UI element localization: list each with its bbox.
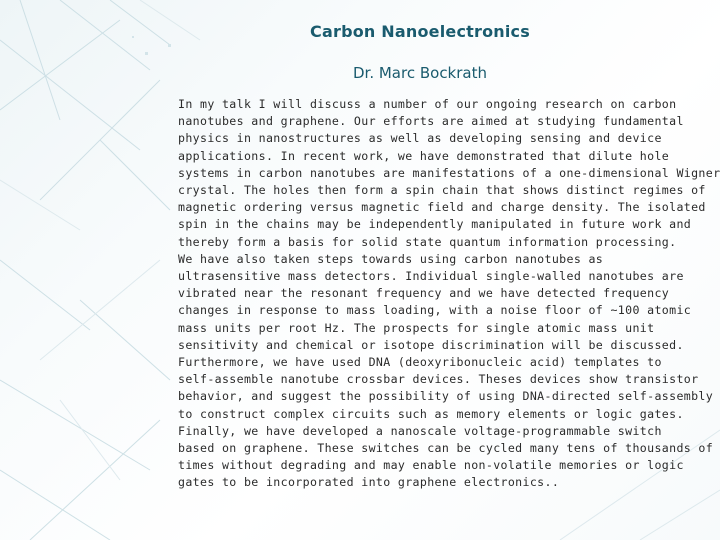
- abstract-line: applications. In recent work, we have demonstrated that dilute hole: [178, 148, 670, 163]
- abstract-line: nanotubes and graphene. Our efforts are aimed at studying fundamental: [178, 114, 684, 129]
- abstract-line: behavior, and suggest the possibility of using DNA-directed self-assembly: [178, 389, 714, 404]
- abstract-line: ultrasensitive mass detectors. Individual single-walled nanotubes are: [178, 269, 684, 284]
- page-title: Carbon Nanoelectronics: [310, 22, 530, 41]
- abstract-line: physics in nanostructures as well as developing sensing and device: [178, 131, 662, 146]
- abstract-line: Finally, we have developed a nanoscale voltage-programmable switch: [178, 423, 662, 438]
- abstract-line: gates to be incorporated into graphene electronics..: [178, 475, 560, 490]
- abstract-line: magnetic ordering versus magnetic field and charge density. The isolated: [178, 200, 706, 215]
- abstract-line: to construct complex circuits such as memory elements or logic gates.: [178, 406, 684, 421]
- abstract-line: vibrated near the resonant frequency and we have detected frequency: [178, 286, 670, 301]
- abstract-line: spin in the chains may be independently manipulated in future work and: [178, 217, 692, 232]
- abstract-line: thereby form a basis for solid state quantum information processing.: [178, 234, 677, 249]
- abstract-line: sensitivity and chemical or isotope discrimination will be discussed.: [178, 337, 684, 352]
- abstract-text: [178, 96, 720, 492]
- abstract-line: We have also taken steps towards using carbon nanotubes as: [178, 251, 604, 266]
- abstract-line: self-assemble nanotube crossbar devices. Theses devices show transistor: [178, 372, 699, 387]
- abstract-line: changes in response to mass loading, with a noise floor of ~100 atomic: [178, 303, 692, 318]
- abstract-line: In my talk I will discuss a number of our ongoing research on carbon: [178, 97, 677, 111]
- abstract-line: crystal. The holes then form a spin chain that shows distinct regimes of: [178, 183, 706, 198]
- author-name: Dr. Marc Bockrath: [352, 64, 487, 82]
- abstract-line: Furthermore, we have used DNA (deoxyribonucleic acid) templates to: [178, 355, 662, 370]
- abstract-line: systems in carbon nanotubes are manifestations of a one-dimensional Wigner: [178, 165, 720, 180]
- abstract-line: mass units per root Hz. The prospects for single atomic mass unit: [178, 320, 655, 335]
- abstract-line: times without degrading and may enable non-volatile memories or logic: [178, 458, 684, 473]
- abstract-line: based on graphene. These switches can be cycled many tens of thousands of: [178, 441, 714, 456]
